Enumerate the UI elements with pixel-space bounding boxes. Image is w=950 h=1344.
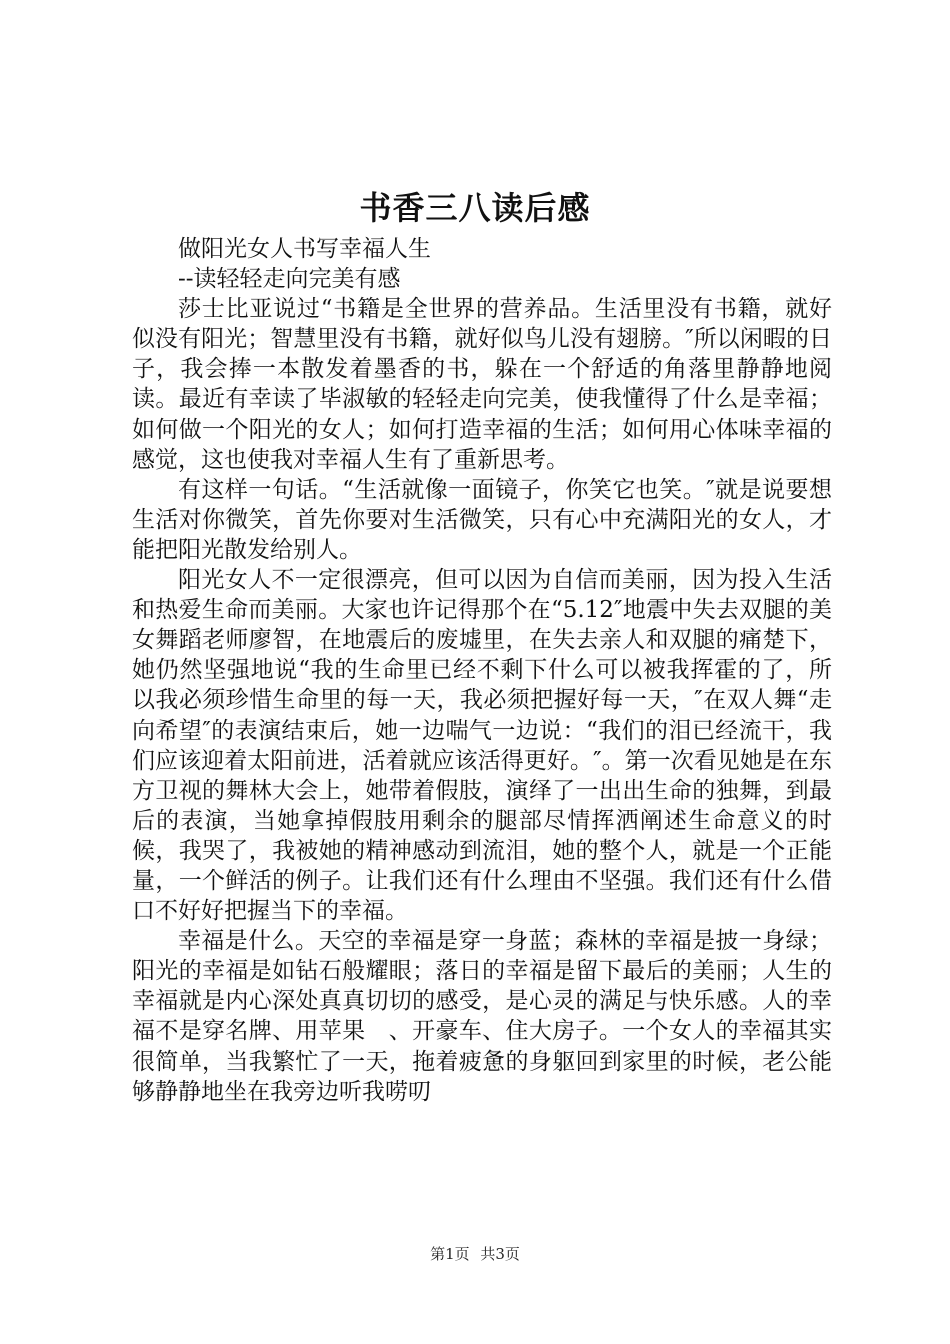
subtitle-line-1: 做阳光女人书写幸福人生 [178,236,431,262]
document-body [132,234,832,1107]
paragraph-4: 幸福是什么。天空的幸福是穿一身蓝；森林的幸福是披一身绿；阳光的幸福是如钻石般耀眼；落日的幸福是留下最后的美丽；人生的幸福就是内心深处真真切切的感受，是心灵的满足与快乐感。人的幸福不是穿名牌、用苹果 、开豪车、住大房子。一个女人的幸福其实很简单，当我繁忙了一天，拖着疲惫的身躯回到家里的时候，老公能够静静地坐在我旁边听我唠叨 [132,928,832,1105]
page-footer [0,1244,950,1264]
paragraph-2: 有这样一句话。“生活就像一面镜子，你笑它也笑。″就是说要想生活对你微笑，首先你要对生活微笑，只有心中充满阳光的女人，才能把阳光散发给别人。 [132,476,832,563]
page-total: 共3页 [480,1245,520,1263]
subtitle-line-2: --读轻轻走向完美有感 [178,266,401,293]
paragraph-1: 莎士比亚说过“书籍是全世界的营养品。生活里没有书籍，就好似没有阳光；智慧里没有书籍，就好似鸟儿没有翅膀。″所以闲暇的日子，我会捧一本散发着墨香的书，躲在一个舒适的角落里静静地阅读。最近有幸读了毕淑敏的轻轻走向完美，使我懂得了什么是幸福；如何做一个阳光的女人；如何打造幸福的生活；如何用心体味幸福的感觉，这也使我对幸福人生有了重新思考。 [132,296,832,473]
page-number: 第1页 [430,1245,470,1263]
document-title: 书香三八读后感 [359,189,591,227]
paragraph-3: 阳光女人不一定很漂亮，但可以因为自信而美丽，因为投入生活和热爱生命而美丽。大家也许记得那个在“5.12″地震中失去双腿的美女舞蹈老师廖智，在地震后的废墟里，在失去亲人和双腿的痛楚下，她仍然坚强地说“我的生命里已经不剩下什么可以被我挥霍的了，所以我必须珍惜生命里的每一天，我必须把握好每一天，″在双人舞“走向希望″的表演结束后，她一边喘气一边说：“我们的泪已经流干，我们应该迎着太阳前进，活着就应该活得更好。″。第一次看见她是在东方卫视的舞林大会上，她带着假肢，演绎了一出出生命的独舞，到最后的表演，当她拿掉假肢用剩余的腿部尽情挥洒阐述生命意义的时候，我哭了，我被她的精神感动到流泪，她的整个人，就是一个正能量，一个鲜活的例子。让我们还有什么理由不坚强。我们还有什么借口不好好把握当下的幸福。 [132,567,832,925]
